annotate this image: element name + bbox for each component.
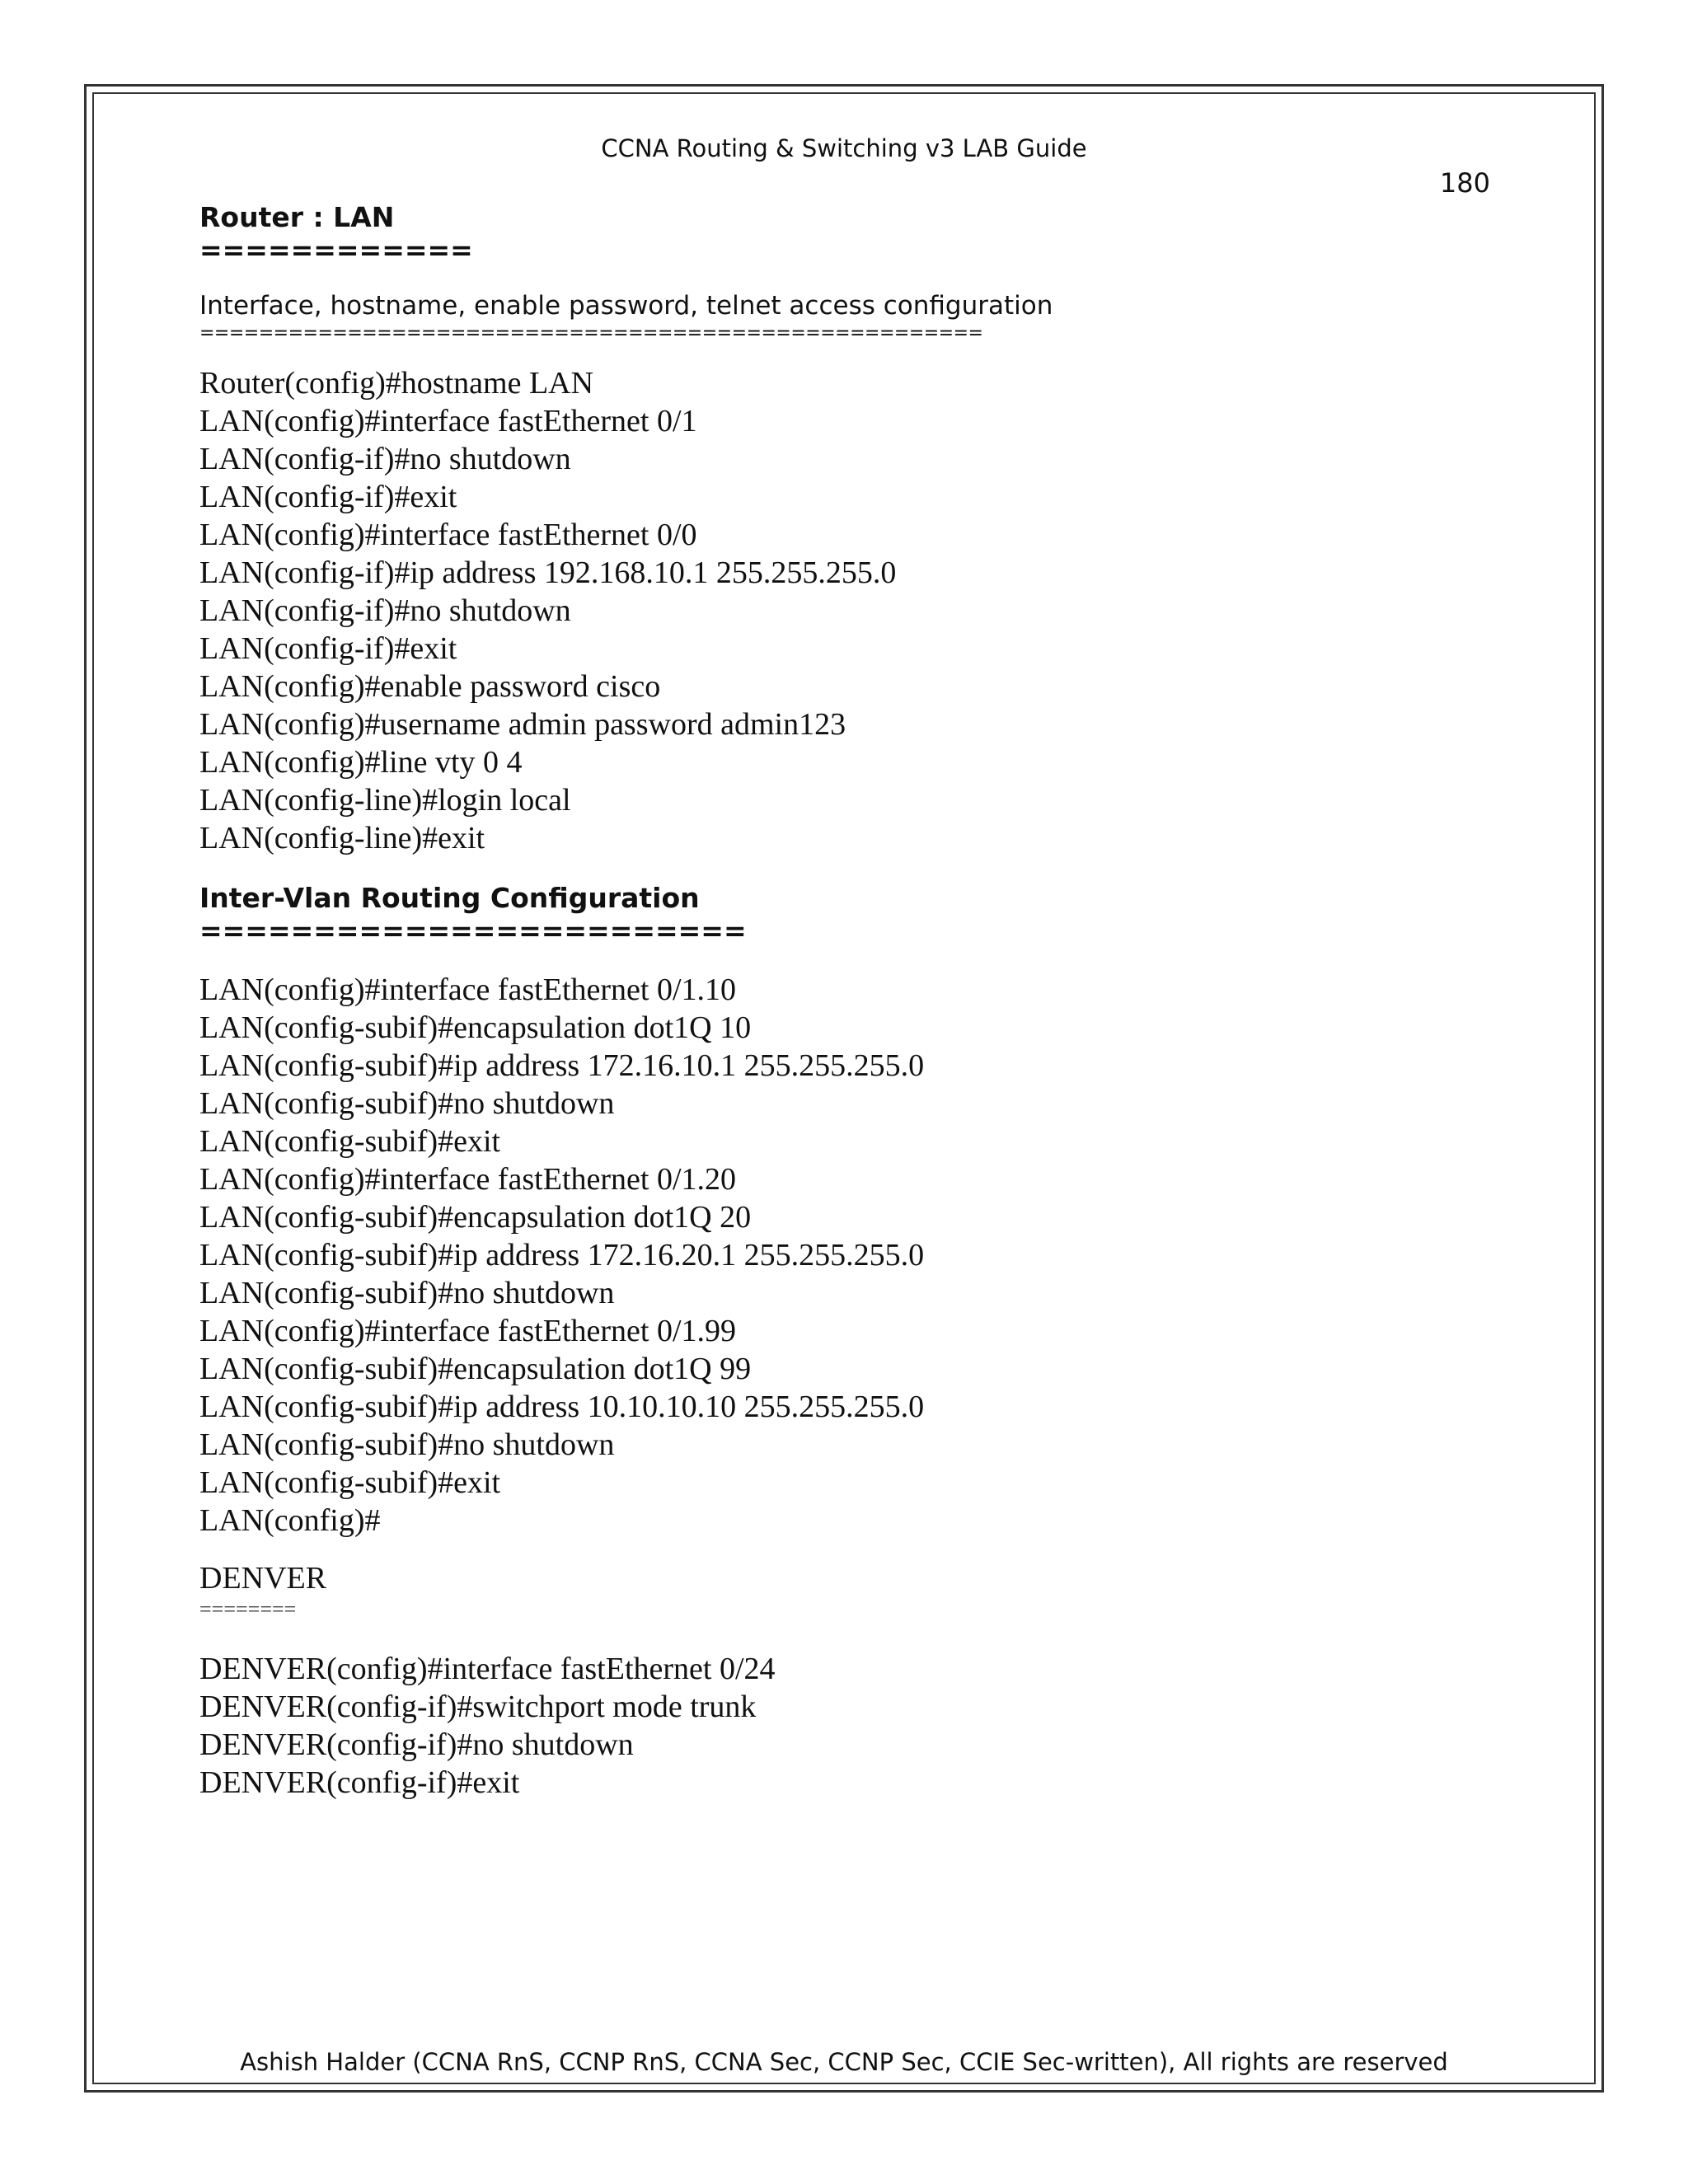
config-block-router [199,364,1518,857]
config-line: LAN(config)#interface fastEthernet 0/0 [199,518,697,552]
heading-underline: ============ [199,234,473,266]
config-line: DENVER(config)#interface fastEthernet 0/24 [199,1652,776,1686]
config-line: LAN(config-line)#exit [199,821,485,855]
heading-underline: ======== [199,1597,297,1621]
config-line: LAN(config)#enable password cisco [199,669,661,704]
page-number: 180 [1439,167,1490,199]
config-line: DENVER(config-if)#exit [199,1765,520,1800]
running-header: CCNA Routing & Switching v3 LAB Guide [601,134,1087,162]
config-line: LAN(config-if)#exit [199,480,457,514]
config-block-intervlan [199,971,1518,1540]
config-line: LAN(config)#interface fastEthernet 0/1.10 [199,972,737,1007]
config-line: LAN(config)#interface fastEthernet 0/1.20 [199,1162,737,1197]
subsection-underline: ===================================================== [199,323,983,344]
config-line: DENVER(config-if)#no shutdown [199,1727,634,1762]
section-heading: Router : LAN [199,201,395,233]
config-line: LAN(config)#interface fastEthernet 0/1.99 [199,1314,737,1348]
config-line: LAN(config-subif)#exit [199,1465,501,1500]
section-heading: DENVER [199,1561,327,1596]
config-line: LAN(config-subif)#encapsulation dot1Q 10 [199,1010,752,1045]
config-line: LAN(config-subif)#ip address 172.16.10.1 255.255.255.0 [199,1048,925,1083]
section-router [199,199,1518,857]
config-line: LAN(config-subif)#no shutdown [199,1276,615,1310]
config-line: LAN(config-subif)#ip address 172.16.20.1 255.255.255.0 [199,1238,925,1272]
config-line: LAN(config)#interface fastEthernet 0/1 [199,404,697,438]
config-line: LAN(config-subif)#encapsulation dot1Q 20 [199,1200,752,1235]
config-line: LAN(config-line)#login local [199,783,571,818]
config-line: LAN(config-subif)#exit [199,1124,501,1159]
config-line: DENVER(config-if)#switchport mode trunk [199,1690,757,1724]
config-line: LAN(config-subif)#no shutdown [199,1086,615,1121]
config-block-denver [199,1650,1518,1802]
config-line: LAN(config-if)#exit [199,631,457,666]
page-content [199,199,1518,1802]
running-footer: Ashish Halder (CCNA RnS, CCNP RnS, CCNA Sec, CCNP Sec, CCIE Sec-written), All rights are reserved [240,2048,1448,2076]
config-line: LAN(config)#line vty 0 4 [199,745,523,780]
config-line: LAN(config)#username admin password admin123 [199,707,846,742]
config-line: LAN(config-subif)#ip address 10.10.10.10 255.255.255.0 [199,1390,925,1424]
config-line: LAN(config)# [199,1503,381,1538]
section-intervlan [199,880,1518,1540]
section-heading: Inter-Vlan Routing Configuration [199,882,700,914]
config-line: LAN(config-if)#no shutdown [199,593,571,628]
subsection-heading: Interface, hostname, enable password, telnet access configuration [199,291,1053,321]
config-line: LAN(config-subif)#encapsulation dot1Q 99 [199,1352,752,1386]
config-line: LAN(config-if)#no shutdown [199,442,571,476]
heading-underline: ======================== [199,915,747,947]
section-denver [199,1559,1518,1802]
config-line: Router(config)#hostname LAN [199,366,594,401]
config-line: LAN(config-if)#ip address 192.168.10.1 255.255.255.0 [199,555,897,590]
config-line: LAN(config-subif)#no shutdown [199,1427,615,1462]
